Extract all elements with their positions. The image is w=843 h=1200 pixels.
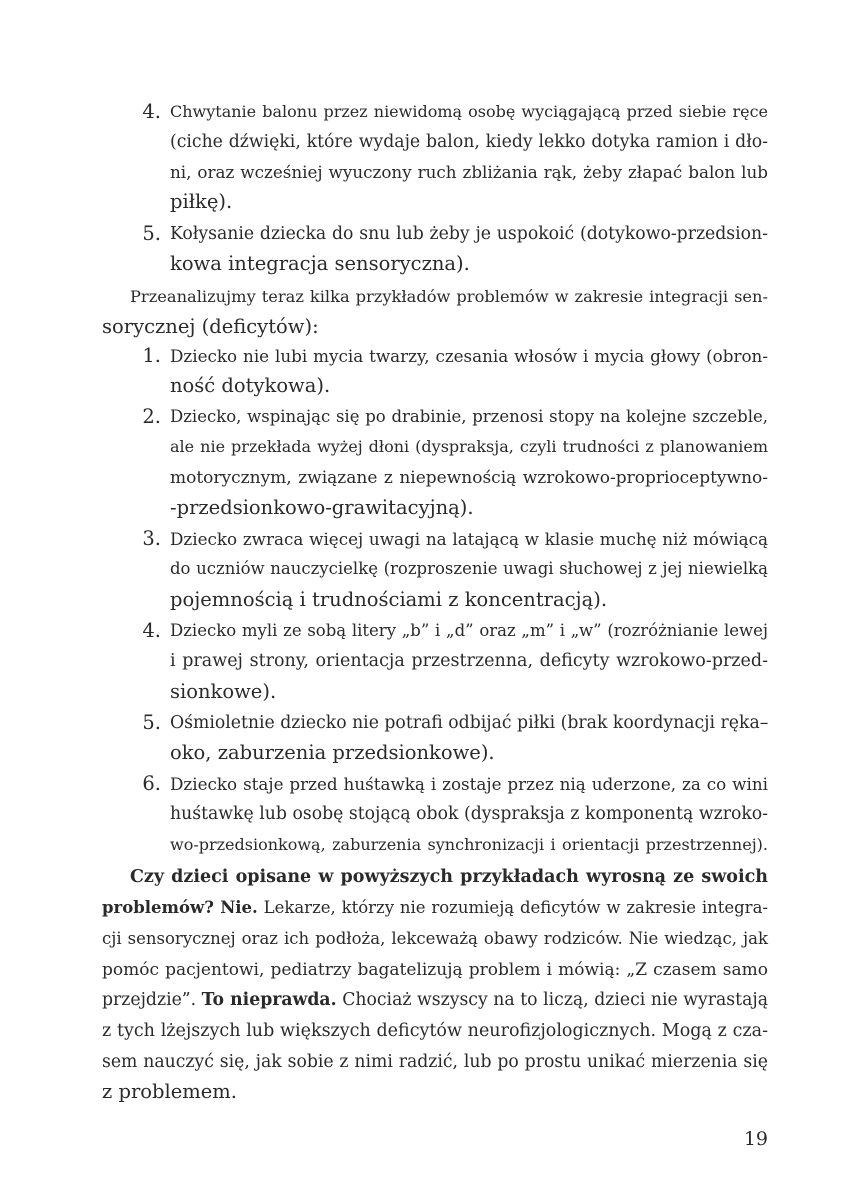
list-number: 1. — [142, 344, 161, 367]
paragraph-text: Chociaż wszyscy na to liczą, dzieci nie wyrastają — [336, 990, 769, 1010]
bold-statement: To nieprawda. — [201, 990, 337, 1010]
paragraph-line: Przeanalizujmy teraz kilka przykładów problemów w zakresie integracji sen- — [130, 287, 768, 306]
list-item-line: oko, zaburzenia przedsionkowe). — [170, 741, 495, 764]
paragraph-line: pomóc pacjentowi, pediatrzy bagatelizują problem i mówią: „Z czasem samo — [102, 960, 768, 980]
list-number: 6. — [142, 772, 161, 795]
paragraph-text: przejdzie”. — [102, 990, 202, 1010]
list-item-line: do uczniów nauczycielkę (rozproszenie uwagi słuchowej z jej niewielką — [170, 559, 768, 578]
list-item-line: Dziecko myli ze sobą litery „b” i „d” oraz „m” i „w” (rozróżnianie lewej — [170, 621, 768, 640]
list-number: 5. — [142, 711, 161, 734]
list-item-line: ność dotykowa). — [170, 374, 331, 397]
list-number: 3. — [142, 527, 161, 550]
list-item-line: Dziecko nie lubi mycia twarzy, czesania włosów i mycia głowy (obron- — [170, 346, 768, 366]
list-item-line: sionkowe). — [170, 680, 277, 703]
paragraph-line: cji sensorycznej oraz ich podłoża, lekceważą obawy rodziców. Nie wiedząc, jak — [102, 929, 768, 948]
list-item-line: -przedsionkowo-grawitacyjną). — [170, 496, 474, 519]
list-item-line: Ośmioletnie dziecko nie potrafi odbijać piłki (brak koordynacji ręka– — [170, 713, 769, 733]
list-number: 2. — [142, 405, 161, 428]
paragraph-line: sorycznej (deficytów): — [102, 315, 319, 338]
paragraph-line — [102, 985, 768, 1015]
list-item-line: ale nie przekłada wyżej dłoni (dyspraksja, czyli trudności z planowaniem — [170, 437, 768, 456]
bold-answer: problemów? Nie. — [102, 898, 258, 917]
paragraph-line: z tych lżejszych lub większych deficytów neurofizjologicznych. Mogą z cza- — [102, 1021, 768, 1041]
list-item-line: kowa integracja sensoryczna). — [170, 252, 470, 275]
list-item-line: Kołysanie dziecka do snu lub żeby je uspokoić (dotykowo-przedsion- — [170, 224, 768, 244]
list-item-line: i prawej strony, orientacja przestrzenna, deficyty wzrokowo-przed- — [170, 651, 768, 671]
list-item-line: Dziecko zwraca więcej uwagi na latającą w klasie muchę niż mówiącą — [170, 529, 768, 549]
list-item-line: (ciche dźwięki, które wydaje balon, kiedy lekko dotyka ramion i dło- — [170, 132, 768, 152]
list-number: 4. — [142, 100, 161, 123]
paragraph-line: z problemem. — [102, 1080, 237, 1103]
paragraph-text: Lekarze, którzy nie rozumieją deficytów w zakresie integra- — [257, 898, 768, 917]
list-number: 5. — [142, 222, 161, 245]
list-item-line: ni, oraz wcześniej wyuczony ruch zbliżania rąk, żeby złapać balon lub — [170, 162, 768, 182]
list-item-line: pojemnością i trudnościami z koncentracją). — [170, 588, 608, 611]
list-item-line: wo-przedsionkową, zaburzenia synchronizacji i orientacji przestrzennej). — [170, 835, 768, 854]
list-item-line: Chwytanie balonu przez niewidomą osobę wyciągającą przed siebie ręce — [170, 102, 768, 121]
list-number: 4. — [142, 619, 161, 642]
page-number: 19 — [743, 1128, 768, 1150]
paragraph-line — [102, 893, 768, 923]
list-item-line: Dziecko, wspinając się po drabinie, przenosi stopy na kolejne szczeble, — [170, 407, 768, 426]
list-item-line: motorycznym, związane z niepewnością wzrokowo-proprioceptywno- — [170, 468, 768, 488]
list-item-line: Dziecko staje przed huśtawką i zostaje przez nią uderzone, za co wini — [170, 774, 768, 794]
paragraph-line: sem nauczyć się, jak sobie z nimi radzić, lub po prostu unikać mierzenia się — [102, 1052, 768, 1072]
bold-question: Czy dzieci opisane w powyższych przykładach wyrosną ze swoich — [130, 867, 768, 887]
list-item-line: huśtawkę lub osobę stojącą obok (dyspraksja z komponentą wzroko- — [170, 804, 768, 824]
list-item-line: piłkę). — [170, 190, 233, 213]
